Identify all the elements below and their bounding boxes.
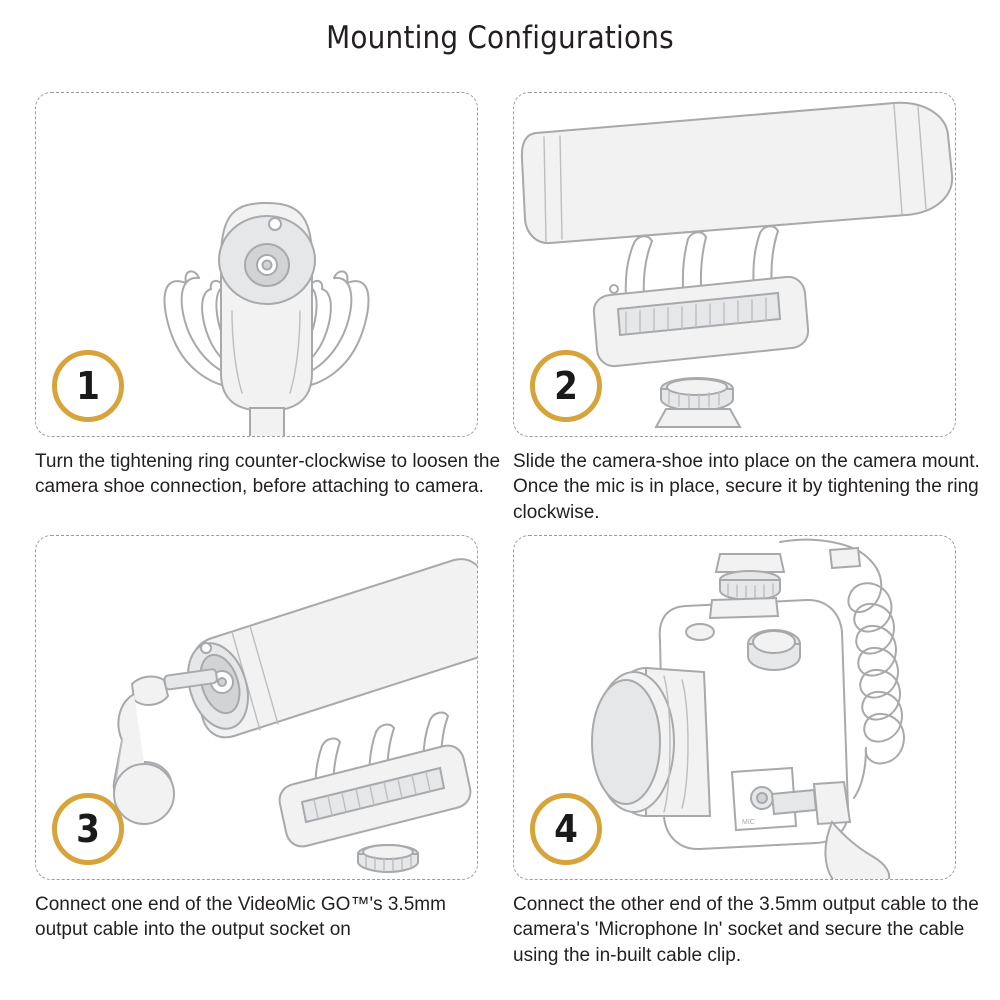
step-2	[513, 92, 980, 525]
step-1	[35, 92, 501, 500]
step-4	[513, 535, 979, 968]
step-1-panel	[35, 92, 478, 437]
step-2-badge: 2	[530, 350, 602, 422]
step-4-panel	[513, 535, 956, 880]
steps-grid	[35, 92, 980, 982]
step-4-caption: Connect the other end of the 3.5mm output cable to the camera's 'Microphone In' socket and secure the cable using the in-built cable clip.	[513, 894, 979, 966]
step-3	[35, 535, 478, 943]
mic-socket-label: MIC	[742, 819, 755, 826]
step-3-panel	[35, 535, 478, 880]
step-2-panel	[513, 92, 956, 437]
step-4-badge: 4	[530, 793, 602, 865]
step-1-caption: Turn the tightening ring counter-clockwise to loosen the camera shoe connection, before attaching to camera.	[35, 451, 501, 498]
step-1-badge: 1	[52, 350, 124, 422]
step-3-caption: Connect one end of the VideoMic GO™'s 3.5mm output cable into the output socket on	[35, 894, 446, 941]
step-2-caption: Slide the camera-shoe into place on the camera mount. Once the mic is in place, secure it by tightening the ring clockwise.	[513, 451, 980, 523]
page-title: Mounting Configurations	[326, 20, 674, 56]
step-3-badge: 3	[52, 793, 124, 865]
